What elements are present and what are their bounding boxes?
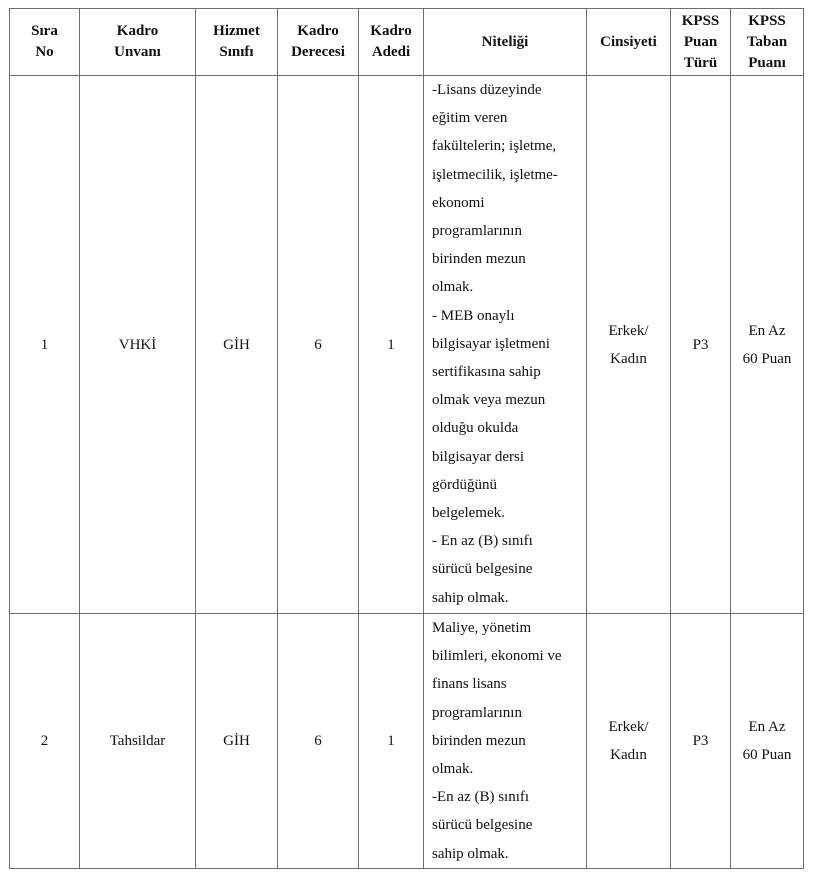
- header-kpss-puan-turu: [671, 9, 731, 75]
- cell-kpss-taban-puani: [731, 76, 803, 613]
- header-kpss-taban-puani: [731, 9, 803, 75]
- cell-hizmet-sinifi: GİH: [196, 614, 278, 869]
- cell-kpss-puan-turu: [671, 614, 731, 868]
- header-kadro-derecesi: [278, 9, 359, 76]
- niteligi-line: - En az (B) sınıfı: [432, 533, 533, 550]
- kpss-taban-puani-line2: 60 Puan: [742, 350, 792, 367]
- niteligi-line: -Lisans düzeyinde: [432, 82, 542, 98]
- niteligi-line: fakültelerin; işletme,: [432, 138, 557, 155]
- niteligi-line: Maliye, yönetim: [432, 620, 532, 636]
- kpss-body-split: [671, 614, 803, 868]
- kpss-taban-puani-line1: En Az: [748, 322, 786, 339]
- niteligi-line: programlarının: [432, 704, 522, 721]
- niteligi-line: ekonomi: [432, 194, 485, 211]
- header-sira-no-line1: Sıra: [31, 23, 58, 39]
- header-kadro-adedi: [359, 9, 424, 76]
- niteligi-line: bilgisayar dersi: [432, 448, 525, 465]
- niteligi-line: sürücü belgesine: [432, 561, 533, 578]
- cell-cinsiyeti: [587, 76, 671, 614]
- cinsiyeti-line1: Erkek/: [608, 718, 649, 735]
- kpss-taban-puani-line2: 60 Puan: [742, 746, 792, 763]
- kpss-puan-turu-value: P3: [692, 732, 709, 749]
- cell-hizmet-sinifi: GİH: [196, 76, 278, 614]
- cell-sira-no: 2: [10, 614, 80, 869]
- niteligi-line: birinden mezun: [432, 251, 526, 268]
- staff-position-table-container: [9, 8, 804, 869]
- staff-position-table: [9, 8, 804, 869]
- cell-sira-no: 1: [10, 76, 80, 614]
- niteligi-line: birinden mezun: [432, 732, 526, 749]
- cell-kpss-puan-turu: [671, 76, 731, 613]
- niteligi-line: sürücü belgesine: [432, 817, 533, 834]
- niteligi-line: finans lisans: [432, 676, 507, 693]
- niteligi-line: gördüğünü: [432, 476, 497, 493]
- cell-kpss-taban-puani: [731, 614, 803, 868]
- cell-kadro-adedi: 1: [359, 76, 424, 614]
- header-kadro-adedi-line1: Kadro: [370, 23, 412, 39]
- cell-kadro-derecesi: 6: [278, 76, 359, 614]
- niteligi-line: bilgisayar işletmeni: [432, 335, 550, 352]
- niteligi-line: programlarının: [432, 223, 522, 240]
- header-kpss-puan-turu-line1: KPSS: [681, 12, 720, 29]
- header-kadro-adedi-line2: Adedi: [371, 44, 411, 60]
- niteligi-line: - MEB onaylı: [432, 307, 515, 324]
- niteligi-line: sahip olmak.: [432, 845, 509, 862]
- cell-kadro-unvani: VHKİ: [80, 76, 196, 614]
- niteligi-line: bilimleri, ekonomi ve: [432, 648, 562, 665]
- cell-niteligi: [424, 76, 587, 614]
- table-row: [10, 614, 804, 869]
- header-kadro-derecesi-line1: Kadro: [297, 23, 339, 39]
- header-hizmet-sinifi-line1: Hizmet: [213, 23, 260, 39]
- niteligi-line: eğitim veren: [432, 110, 508, 127]
- cell-kadro-derecesi: 6: [278, 614, 359, 869]
- niteligi-line: olduğu okulda: [432, 420, 519, 437]
- header-hizmet-sinifi: [196, 9, 278, 76]
- cell-niteligi: [424, 614, 587, 869]
- niteligi-line: belgelemek.: [432, 505, 505, 522]
- niteligi-line: olmak veya mezun: [432, 392, 546, 409]
- cell-kadro-adedi: 1: [359, 614, 424, 869]
- cinsiyeti-line2: Kadın: [610, 350, 647, 367]
- kpss-taban-puani-line1: En Az: [748, 718, 786, 735]
- header-sira-no-line2: No: [35, 44, 54, 60]
- header-kpss-taban-puani-line3: Puanı: [748, 54, 786, 71]
- table-row: [10, 76, 804, 614]
- header-sira-no: [10, 9, 80, 76]
- header-kadro-derecesi-line2: Derecesi: [291, 44, 345, 60]
- niteligi-line: sahip olmak.: [432, 589, 509, 606]
- header-kpss-taban-puani-line1: KPSS: [748, 12, 786, 29]
- header-kpss: [671, 9, 804, 76]
- kpss-puan-turu-value: P3: [692, 336, 709, 353]
- cinsiyeti-line2: Kadın: [610, 746, 647, 763]
- niteligi-line: -En az (B) sınıfı: [432, 789, 530, 806]
- header-row: [10, 9, 804, 76]
- header-kadro-unvani: [80, 9, 196, 76]
- niteligi-line: olmak.: [432, 761, 474, 778]
- cinsiyeti-line1: Erkek/: [608, 322, 649, 339]
- header-kpss-taban-puani-line2: Taban: [746, 33, 788, 50]
- header-kadro-unvani-line1: Kadro: [116, 23, 159, 39]
- cell-cinsiyeti: [587, 614, 671, 869]
- cell-kpss: [671, 76, 804, 614]
- header-kpss-puan-turu-line3: Türü: [683, 54, 718, 71]
- niteligi-line: işletmecilik, işletme-: [432, 166, 558, 183]
- header-kpss-split: [671, 9, 803, 75]
- niteligi-line: olmak.: [432, 279, 474, 296]
- header-hizmet-sinifi-line2: Sınıfı: [219, 44, 254, 60]
- header-kpss-puan-turu-line2: Puan: [683, 33, 718, 50]
- niteligi-line: sertifikasına sahip: [432, 364, 541, 381]
- header-cinsiyeti: Cinsiyeti: [587, 9, 671, 76]
- kpss-body-split: [671, 76, 803, 613]
- cell-kpss: [671, 614, 804, 869]
- cell-kadro-unvani: Tahsildar: [80, 614, 196, 869]
- header-niteligi: Niteliği: [424, 9, 587, 76]
- header-kadro-unvani-line2: Unvanı: [114, 44, 161, 60]
